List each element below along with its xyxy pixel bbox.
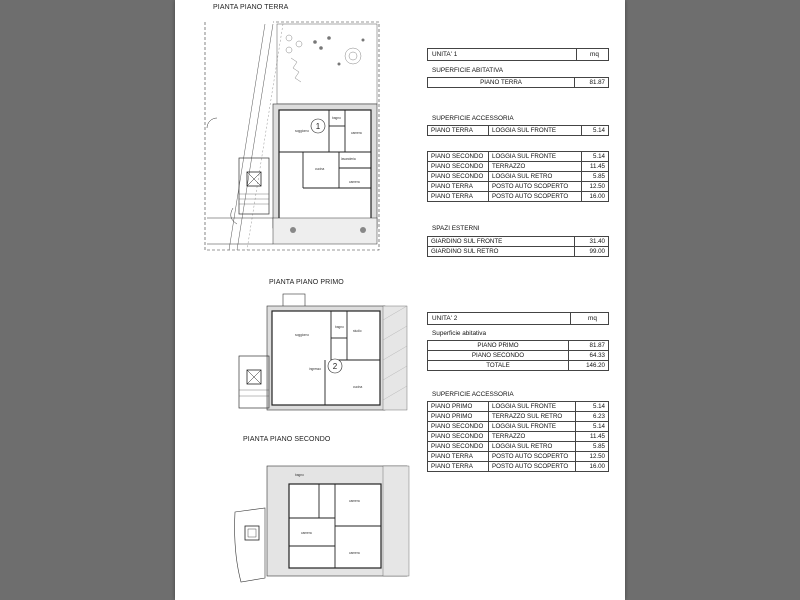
level-cell: PIANO SECONDO	[428, 442, 489, 452]
table-row	[428, 162, 609, 172]
value-cell: 5.14	[576, 402, 609, 412]
level-cell: PIANO TERRA	[428, 182, 489, 192]
level-cell: PIANO PRIMO	[428, 412, 489, 422]
level-cell: PIANO TERRA	[428, 192, 489, 202]
table-row	[428, 422, 609, 432]
level-cell: TOTALE	[428, 361, 569, 371]
unit-2-unit: mq	[588, 315, 597, 322]
desc-cell: LOGGIA SUL RETRO	[489, 442, 576, 452]
value-cell: 81.87	[575, 78, 609, 88]
level-cell: PIANO SECONDO	[428, 152, 489, 162]
value-cell: 12.50	[582, 182, 609, 192]
unit-1-accessoria-table-a	[427, 125, 609, 136]
level-cell: PIANO TERRA	[428, 462, 489, 472]
table-row	[428, 182, 609, 192]
second-floor-plan-title: PIANTA PIANO SECONDO	[243, 436, 331, 443]
unit-1-abitativa-label: SUPERFICIE ABITATIVA	[432, 67, 504, 74]
room-label: camera	[351, 131, 362, 135]
value-cell: 64.33	[569, 351, 609, 361]
second-floor-plan	[231, 462, 417, 586]
room-label: soggiorno	[295, 333, 309, 337]
table-row	[428, 402, 609, 412]
unit-1-esterni-table	[427, 236, 609, 257]
unit-1-accessoria-label: SUPERFICIE ACCESSORIA	[432, 115, 514, 122]
room-label: lavanderia	[341, 157, 356, 161]
table-row	[428, 462, 609, 472]
value-cell: 5.85	[576, 442, 609, 452]
first-floor-plan	[235, 290, 415, 430]
ground-floor-plan	[203, 18, 383, 253]
level-cell: PIANO TERRA	[428, 126, 489, 136]
table-row	[428, 237, 609, 247]
desc-cell: LOGGIA SUL FRONTE	[489, 422, 576, 432]
room-label: cucina	[315, 167, 325, 171]
unit-2-accessoria-table	[427, 401, 609, 472]
level-cell: PIANO TERRA	[428, 78, 575, 88]
table-row	[428, 78, 609, 88]
desc-cell: POSTO AUTO SCOPERTO	[489, 462, 576, 472]
room-label: camera	[349, 499, 360, 503]
value-cell: 5.14	[576, 422, 609, 432]
value-cell: 81.87	[569, 341, 609, 351]
unit-1-unit: mq	[590, 51, 599, 58]
room-label: camera	[301, 531, 312, 535]
room-label: bagno	[335, 325, 344, 329]
level-cell: PIANO TERRA	[428, 452, 489, 462]
level-cell: PIANO SECONDO	[428, 172, 489, 182]
unit-2-title: UNITA' 2	[432, 315, 458, 322]
unit-2-mark: 2	[332, 362, 338, 371]
unit-1-esterni-label: SPAZI ESTERNI	[432, 225, 480, 232]
unit-2-header	[427, 312, 609, 325]
value-cell: 11.45	[582, 162, 609, 172]
desc-cell: POSTO AUTO SCOPERTO	[489, 192, 582, 202]
unit-1-mark: 1	[315, 122, 321, 131]
desc-cell: POSTO AUTO SCOPERTO	[489, 182, 582, 192]
level-cell: PIANO SECONDO	[428, 351, 569, 361]
table-row	[428, 351, 609, 361]
room-label: bagno	[295, 473, 304, 477]
desc-cell: TERRAZZO SUL RETRO	[489, 412, 576, 422]
level-cell: PIANO SECONDO	[428, 432, 489, 442]
room-label: bagno	[332, 116, 341, 120]
room-label: camera	[349, 180, 360, 184]
value-cell: 6.23	[576, 412, 609, 422]
unit-2-accessoria-label: SUPERFICIE ACCESSORIA	[432, 391, 514, 398]
desc-cell: POSTO AUTO SCOPERTO	[489, 452, 576, 462]
desc-cell: LOGGIA SUL FRONTE	[489, 126, 582, 136]
table-row	[428, 442, 609, 452]
desc-cell: GIARDINO SUL RETRO	[428, 247, 575, 257]
desc-cell: TERRAZZO	[489, 162, 582, 172]
unit-1-accessoria-table-b	[427, 151, 609, 202]
value-cell: 11.45	[576, 432, 609, 442]
table-row	[428, 152, 609, 162]
level-cell: PIANO SECONDO	[428, 422, 489, 432]
level-cell: PIANO PRIMO	[428, 341, 569, 351]
table-row	[428, 341, 609, 351]
value-cell: 5.85	[582, 172, 609, 182]
table-row	[428, 412, 609, 422]
table-row	[428, 361, 609, 371]
value-cell: 16.00	[582, 192, 609, 202]
desc-cell: LOGGIA SUL RETRO	[489, 172, 582, 182]
value-cell: 5.14	[582, 126, 609, 136]
value-cell: 31.40	[575, 237, 609, 247]
unit-1-title: UNITA' 1	[432, 51, 458, 58]
table-row	[428, 452, 609, 462]
room-label: camera	[349, 551, 360, 555]
desc-cell: LOGGIA SUL FRONTE	[489, 152, 582, 162]
level-cell: PIANO PRIMO	[428, 402, 489, 412]
desc-cell: GIARDINO SUL FRONTE	[428, 237, 575, 247]
table-row	[428, 432, 609, 442]
first-floor-plan-title: PIANTA PIANO PRIMO	[269, 279, 344, 286]
level-cell: PIANO SECONDO	[428, 162, 489, 172]
value-cell: 146.20	[569, 361, 609, 371]
table-row	[428, 192, 609, 202]
room-label: cucina	[353, 385, 363, 389]
value-cell: 16.00	[576, 462, 609, 472]
table-row	[428, 172, 609, 182]
ground-floor-plan-title: PIANTA PIANO TERRA	[213, 4, 289, 11]
value-cell: 12.50	[576, 452, 609, 462]
desc-cell: LOGGIA SUL FRONTE	[489, 402, 576, 412]
table-row	[428, 247, 609, 257]
unit-2-abitativa-label: Superficie abitativa	[432, 330, 486, 337]
unit-2-abitativa-table	[427, 340, 609, 371]
unit-1-header	[427, 48, 609, 61]
room-label: studio	[353, 329, 362, 333]
room-label: soggiorno	[295, 129, 309, 133]
document-sheet	[175, 0, 625, 600]
value-cell: 5.14	[582, 152, 609, 162]
value-cell: 99.00	[575, 247, 609, 257]
room-label: ingresso	[309, 367, 322, 371]
unit-1-abitativa-table	[427, 77, 609, 88]
table-row	[428, 126, 609, 136]
desc-cell: TERRAZZO	[489, 432, 576, 442]
